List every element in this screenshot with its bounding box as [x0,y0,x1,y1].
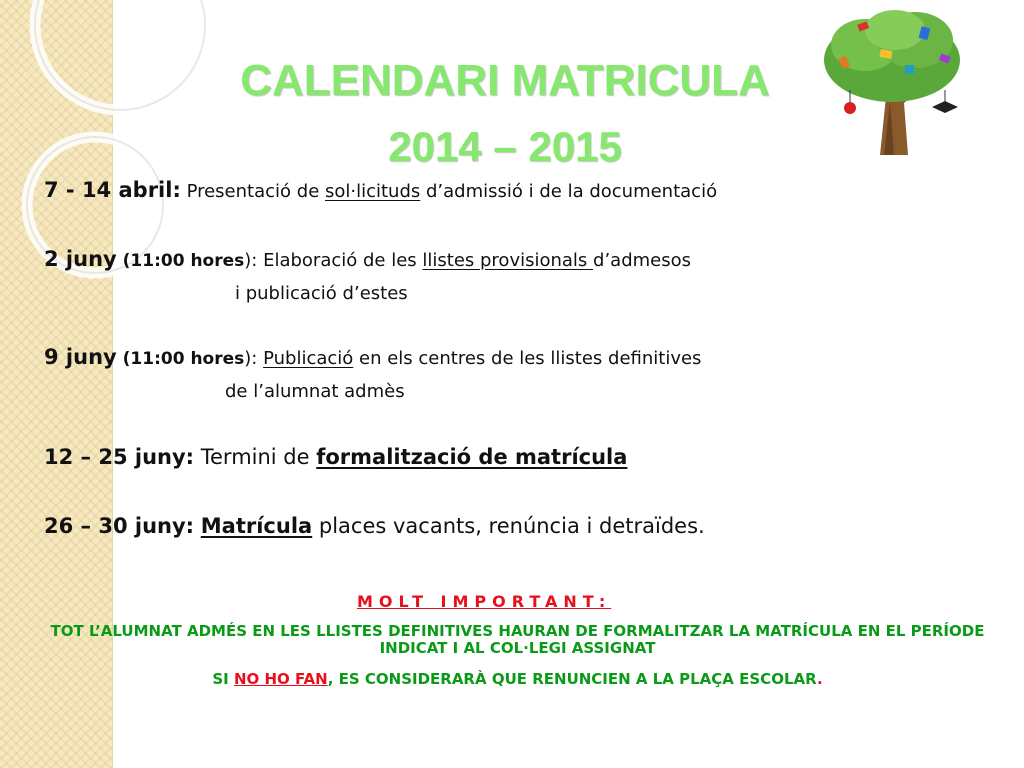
warning-highlight: NO HO FAN [233,670,328,688]
entry-continuation: de l’alumnat admès [225,381,405,402]
entry-date: 2 juny [44,247,117,271]
page-subtitle-years: 2014 – 2015 [388,123,622,170]
important-notice-text: TOT L’ALUMNAT ADMÉS EN LES LLISTES DEFINITIVES HAURAN DE FORMALITZAR LA MATRÍCULA EN EL PERÍODE INDICAT I AL COL·LEGI ASSIGNAT [50,622,985,657]
entry-hours: (11:00 hores [116,251,245,271]
entry-date: 7 - 14 abril: [44,178,181,202]
important-notice-warning: SI NO HO FAN, ES CONSIDERARÀ QUE RENUNCIEN A LA PLAÇA ESCOLAR. [212,670,823,688]
schedule-entry-vacancies: 26 – 30 juny: Matrícula places vacants, renúncia i detraïdes. [44,514,705,538]
underlined-term: sol·licituds [324,181,421,202]
entry-date: 26 – 30 juny: [44,514,195,538]
entry-continuation: i publicació d’estes [235,283,408,304]
schedule-entry-provisional-lists: 2 juny (11:00 hores): Elaboració de les llistes provisionals d’admesos [44,247,692,271]
entry-hours: (11:00 hores [116,349,245,369]
underlined-term: llistes provisionals [422,250,594,271]
underlined-term: Matrícula [200,514,313,538]
entry-date: 12 – 25 juny: [44,445,195,469]
page-title: CALENDARI MATRICULA [240,56,770,105]
schedule-entry-enrollment-formalization: 12 – 25 juny: Termini de formalització de matrícula [44,445,628,469]
decorative-rings [0,0,240,320]
underlined-term: formalització de matrícula [316,445,628,469]
schedule-entry-definitive-lists: 9 juny (11:00 hores): Publicació en els centres de les llistes definitives [44,345,702,369]
tree-of-books-icon [810,5,975,155]
entry-date: 9 juny [44,345,117,369]
important-notice-heading: MOLT IMPORTANT: [357,592,612,611]
schedule-entry-applications: 7 - 14 abril: Presentació de sol·licituds d’admissió i de la documentació [44,178,718,202]
underlined-term: Publicació [263,348,354,369]
